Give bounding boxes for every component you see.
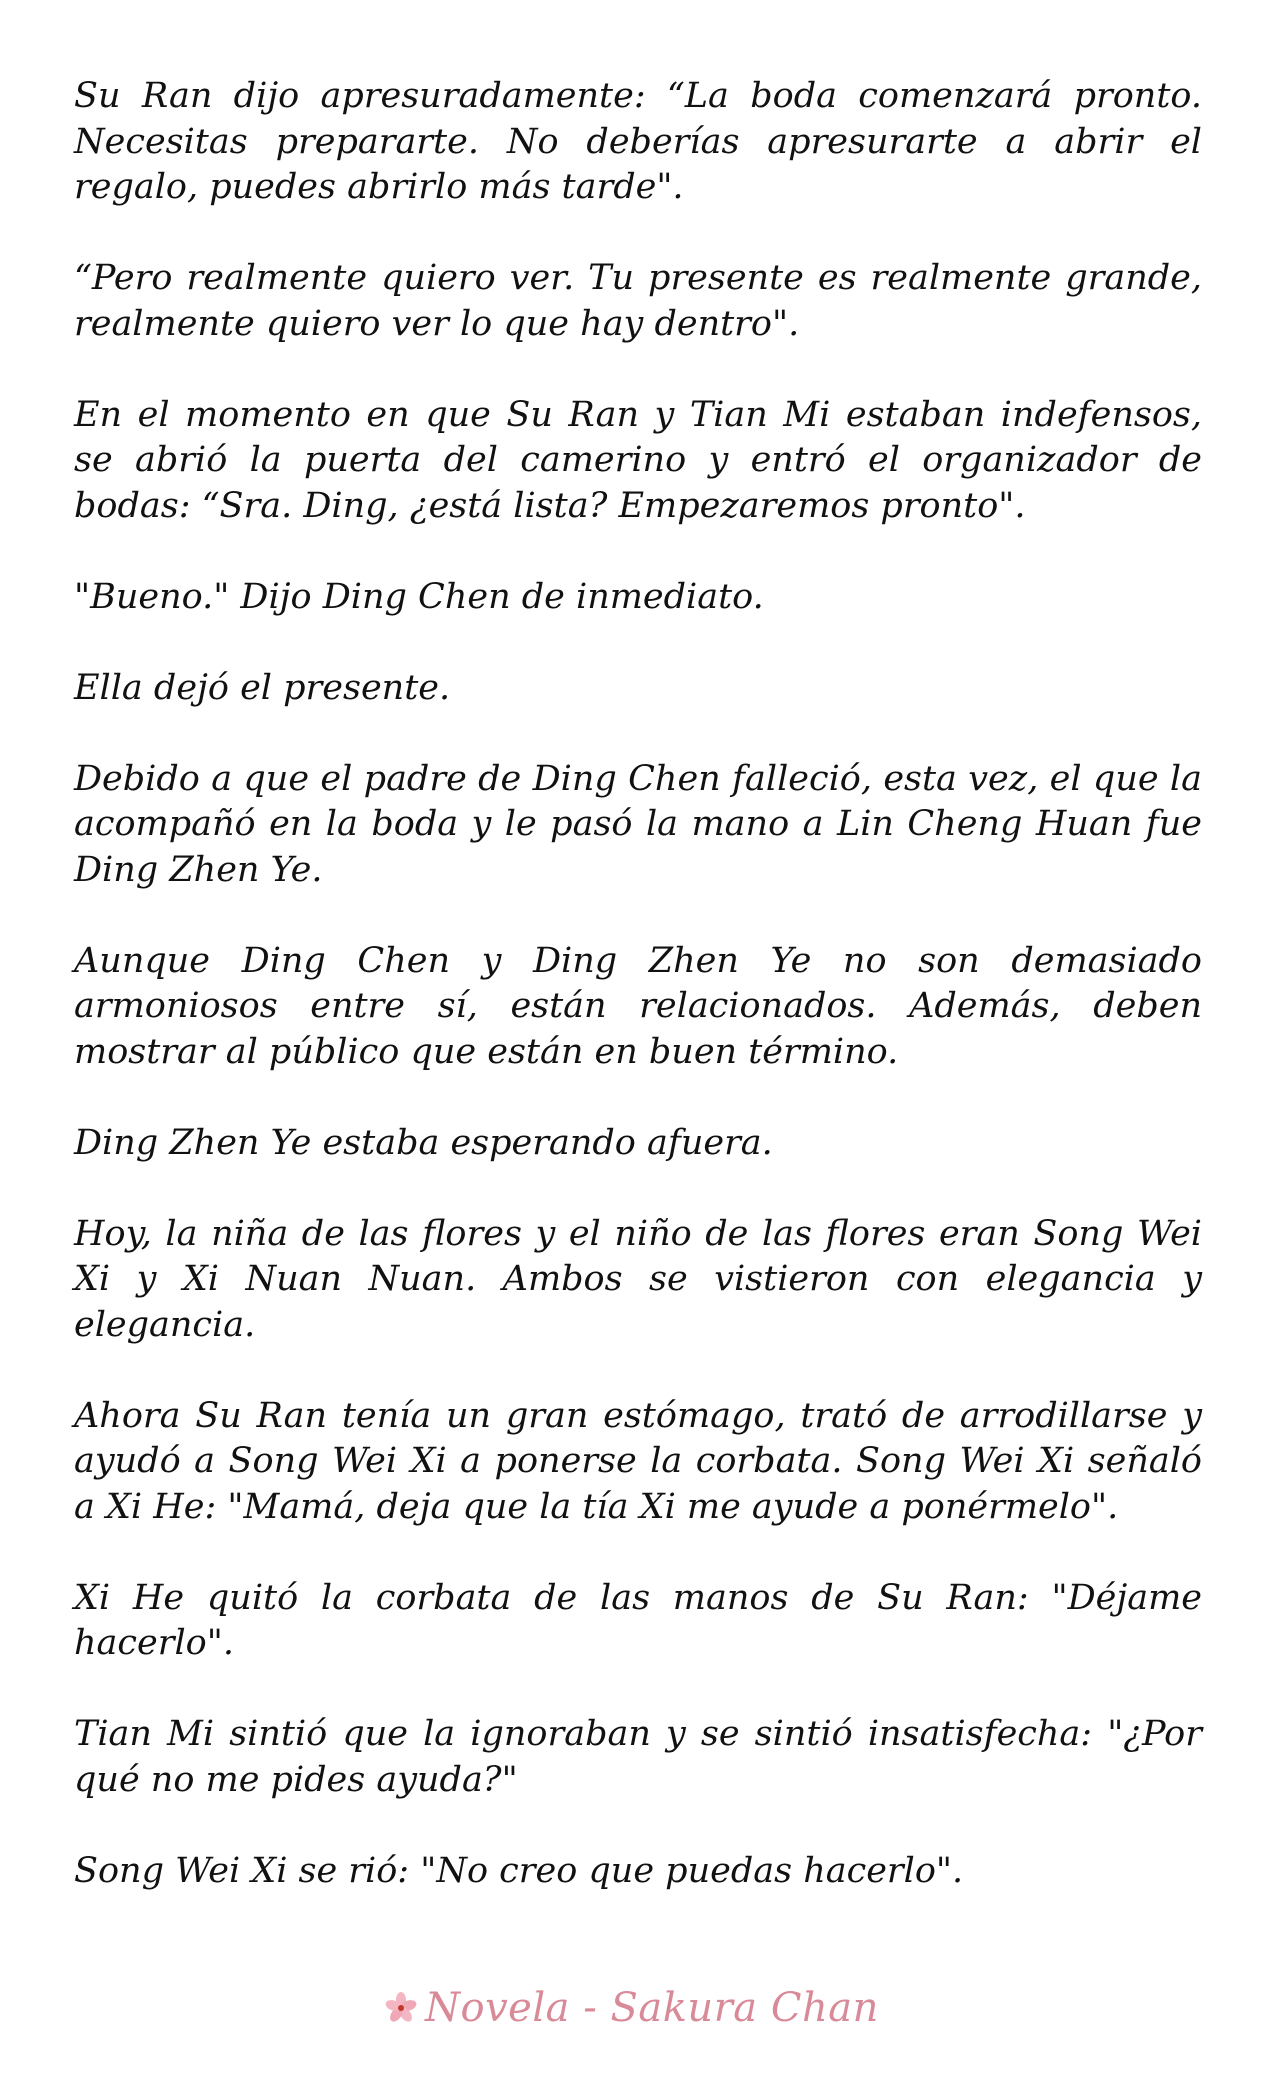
paragraph-2: “Pero realmente quiero ver. Tu presente es realmente grande, realmente quiero ver lo que hay dentro".: [74, 258, 1202, 344]
paragraph-7: Aunque Ding Chen y Ding Zhen Ye no son demasiado armoniosos entre sí, están relacionados. Además, deben mostrar al público que están en buen término.: [74, 940, 1202, 1072]
paragraph-13: Song Wei Xi se rió: "No creo que puedas hacerlo".: [74, 1850, 964, 1891]
paragraph-1: Su Ran dijo apresuradamente: “La boda comenzará pronto. Necesitas prepararte. No deberías apresurarte a abrir el regalo, puedes abrirlo más tarde".: [74, 76, 1202, 207]
paragraph-6: Debido a que el padre de Ding Chen falleció, esta vez, el que la acompañó en la boda y le pasó la mano a Lin Cheng Huan fue Ding Zhen Ye.: [74, 758, 1202, 890]
paragraph-10: Ahora Su Ran tenía un gran estómago, trató de arrodillarse y ayudó a Song Wei Xi a ponerse la corbata. Song Wei Xi señaló a Xi He: "Mamá, deja que la tía Xi me ayude a ponérmelo".: [74, 1395, 1202, 1527]
watermark-text: Novela - Sakura Chan: [425, 1985, 879, 2031]
paragraph-8: Ding Zhen Ye estaba esperando afuera.: [74, 1122, 773, 1163]
paragraph-5: Ella dejó el presente.: [74, 667, 451, 708]
paragraph-9: Hoy, la niña de las flores y el niño de las flores eran Song Wei Xi y Xi Nuan Nuan. Ambos se vistieron con elegancia y elegancia.: [74, 1213, 1202, 1345]
document-body: [74, 74, 1202, 1894]
paragraph-11: Xi He quitó la corbata de las manos de Su Ran: "Déjame hacerlo".: [74, 1577, 1202, 1663]
paragraph-12: Tian Mi sintió que la ignoraban y se sintió insatisfecha: "¿Por qué no me pides ayuda?": [74, 1714, 1202, 1800]
sakura-flower-icon: [383, 1990, 419, 2026]
paragraph-3: En el momento en que Su Ran y Tian Mi estaban indefensos, se abrió la puerta del camerino y entró el organizador de bodas: “Sra. Ding, ¿está lista? Empezaremos pronto".: [74, 394, 1202, 526]
paragraph-4: "Bueno." Dijo Ding Chen de inmediato.: [74, 576, 764, 617]
watermark: [383, 1984, 879, 2032]
